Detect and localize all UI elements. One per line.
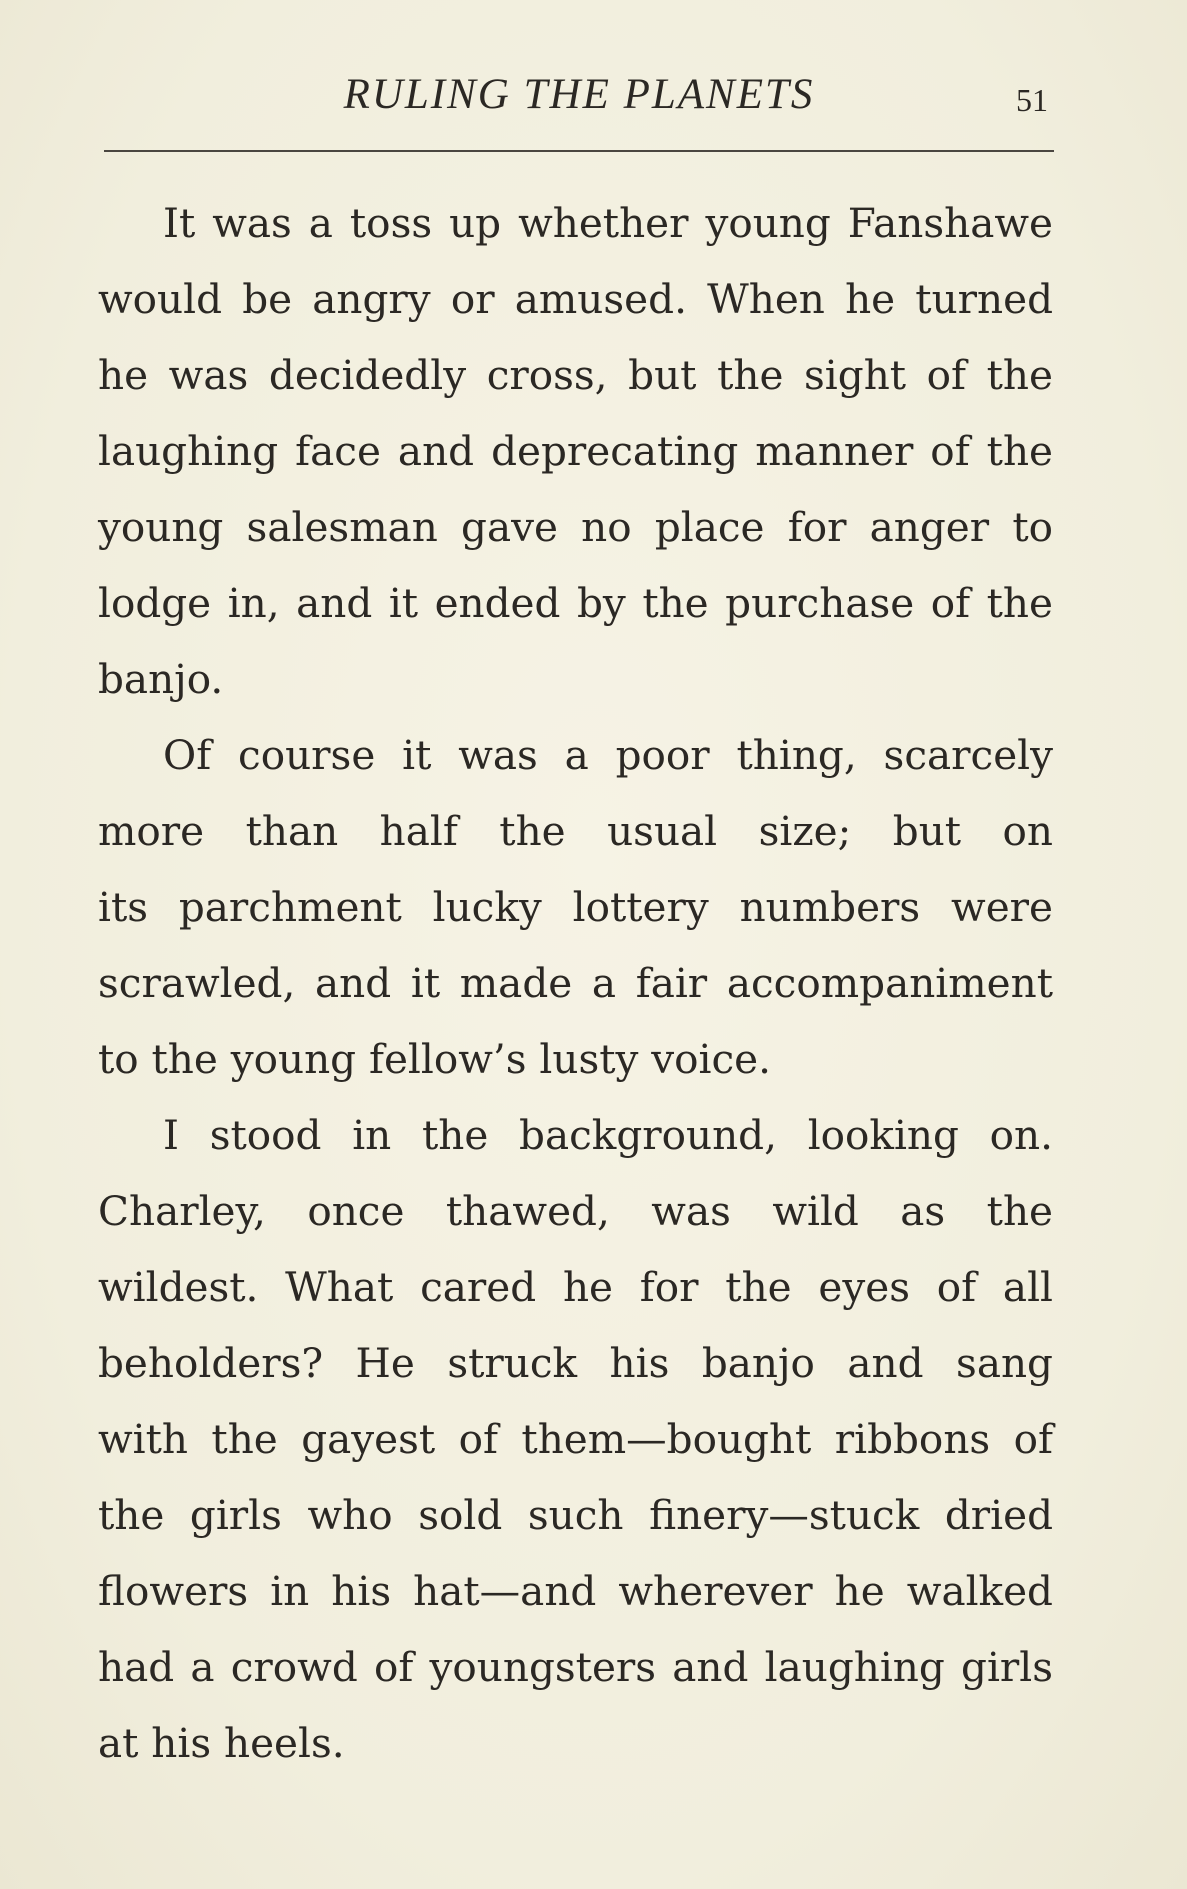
text-line: the girls who sold such finery—stuck dried [98,1491,1053,1539]
text-line: at his heels. [98,1719,345,1767]
page-number: 51 [1016,82,1048,118]
text-line: scrawled, and it made a fair accompaniment [98,959,1053,1007]
text-line: banjo. [98,655,224,703]
text-line: beholders? He struck his banjo and sang [98,1339,1053,1387]
text-line: Of course it was a poor thing, scarcely [163,731,1053,779]
text-line: had a crowd of youngsters and laughing girls [98,1643,1053,1691]
text-line: young salesman gave no place for anger to [98,503,1053,551]
text-line: I stood in the background, looking on. [163,1111,1053,1159]
running-head [104,70,1054,120]
paragraph-1 [98,185,1053,717]
text-line: wildest. What cared he for the eyes of all [98,1263,1053,1311]
text-line: with the gayest of them—bought ribbons of [98,1415,1053,1463]
header-rule [104,150,1054,152]
paragraph-2 [98,717,1053,1097]
text-line: would be angry or amused. When he turned [98,275,1053,323]
paragraph-3 [98,1097,1053,1781]
text-line: laughing face and deprecating manner of the [98,427,1053,475]
body-text [98,185,1053,1781]
text-line: he was decidedly cross, but the sight of the [98,351,1053,399]
text-line: its parchment lucky lottery numbers were [98,883,1053,931]
text-line: more than half the usual size; but on [98,807,1053,855]
running-title: RULING THE PLANETS [343,71,815,118]
text-line: It was a toss up whether young Fanshawe [163,199,1053,247]
text-line: lodge in, and it ended by the purchase of the [98,579,1053,627]
text-line: to the young fellow’s lusty voice. [98,1035,771,1083]
text-line: flowers in his hat—and wherever he walked [98,1567,1053,1615]
text-line: Charley, once thawed, was wild as the [98,1187,1053,1235]
